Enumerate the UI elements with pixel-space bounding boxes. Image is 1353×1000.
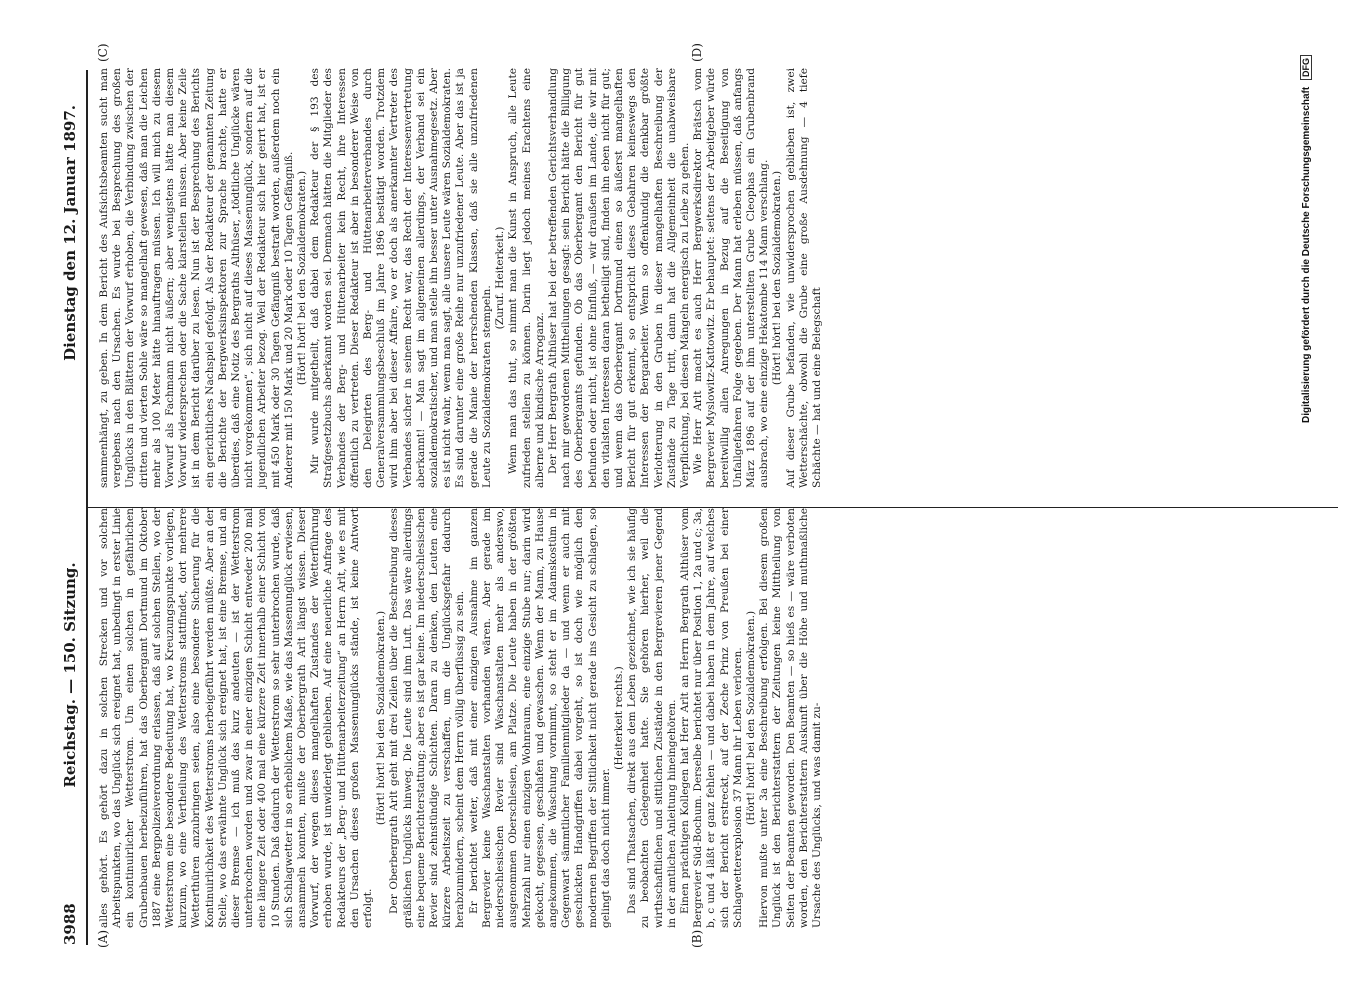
paragraph: sammenhängt, zu geben. In dem Bericht des Aufsichtsbeamten sucht man vergebens nach den Ursachen. Es wurde bei Besprechung des großen Unglücks in den Blättern der Vorwurf erhoben, die Verbindung zwischen der dritten und vierten Sohle wäre so mangelhaft gewesen, daß man die Leichen mehr als 100 Meter hätte hinauftragen müssen. Ich will mich zu diesem Vorwurf als Fachmann nicht äußern; aber wenigstens hätte man diesem Vorwurf widersprechen oder die Sache klarstellen müssen. Aber keine Zeile ist in dem Bericht darüber zu lesen. Nun ist der Besprechung des Berichts ein gerichtliches Nachspiel gefolgt. Als der Redakteur der genannten Zeitung die Berichte der Bergwerksinspektoren zur Sprache brachte, hatte er überdies, daß eine Notiz des Bergraths Althüser, „tödtliche Unglücke wären nicht vorgekommen“, sich nicht auf dieses Massenunglück, sondern auf die jugendlichen Arbeiter bezog. Weil der Redakteur sich hier geirrt hat, ist er mit 450 Mark oder 30 Tagen Gefängniß bestraft worden, außerdem noch ein Anderer mit 150 Mark und 20 Mark oder 10 Tagen Gefängniß. (98, 68, 295, 488)
paragraph: Der Herr Bergrath Althüser hat bei der betreffenden Gerichtsverhandlung nach mir gewordenen Mittheilungen gesagt: sein Bericht hätte die Billigung des Oberbergamts gefunden. Ob das Oberbergamt den Bericht für gut befunden oder nicht, ist ohne Einfluß, — wir draußen im Lande, die wir mit den vitalsten Interessen daran betheiligt sind, finden ihn eben nicht für gut; und wenn das Oberbergamt Dortmund einen so äußerst mangelhaften Bericht für gut erkennt, so entspricht dieses Gebahren keineswegs den Interessen der Bergarbeiter. Wenn so offenkundig die denkbar größte Verlotterung in den Gruben in dieser mangelhaften Beschreibung der Zustände zu Tage tritt, dann hat die Allgemeinheit die unabweisbare Verpflichtung, bei diesen Mängeln energisch zu Leibe zu gehen. (546, 68, 691, 488)
interjection: (Hört! hört! bei den Sozialdemokraten.) (375, 610, 388, 826)
paragraph: Hiervon mußte unter 3a eine Beschreibung erfolgen. Bei diesem großen Unglück ist den Berichterstattern der Zeitungen keine Mittheilung von Seiten der Beamten geworden. Den Beamten — so hieß es — wäre verboten worden, den Berichterstattern Auskunft über die Höhe und muthmaßliche Ursache des Unglücks, und was damit zu- (758, 508, 823, 928)
interjection: (Heiterkeit rechts.) (612, 666, 625, 770)
margin-marker-b: (B) (690, 929, 704, 948)
paragraph: Wie Herr Arlt macht es auch Herr Bergwerksdirektor Brätsch vom Bergrevier Myslowitz-Kattowitz. Er behauptet: seitens der Arbeitgeber würde bereitwillig allen Anregungen in Bezug auf die Beseitigung von Unfallgefahren Folge gegeben. Der Mann hat erleben müssen, daß anfangs März 1896 auf der ihm unterstellten Grube Cleophas ein Grubenbrand ausbrach, wo eine einzige Hekatombe 114 Mann verschlang. (692, 68, 771, 488)
paragraph: Wenn man das thut, so nimmt man die Kunst in Anspruch, alle Leute zufrieden stellen zu können. Darin liegt jedoch meines Erachtens eine alberne und kindische Arroganz. (507, 68, 546, 488)
digitization-credit (1300, 55, 1312, 945)
paragraph: Mir wurde mitgetheilt, daß dabei dem Redakteur der § 193 des Strafgesetzbuchs aberkannt worden sei. Demnach hätten die Mitglieder des Verbandes der Berg- und Hüttenarbeiter kein Recht, ihre Interessen öffentlich zu vertreten. Dieser Redakteur ist aber in besonderer Weise von den Delegirten des Berg- und Hüttenarbeiterverbandes durch Generalversammlungsbeschluß im Jahre 1896 bestätigt worden. Trotzdem wird ihm aber bei dieser Affaire, wo er doch als anerkannter Vertreter des Verbandes sicher in seinem Recht war, das Recht der Interessenvertretung aberkannt! — Man sagt im allgemeinen allerdings, der Verband sei ein sozialdemokratischer, und man stelle ihn besser unter Ausnahmegesetz. Aber es ist nicht wahr, wenn man sagt, alle unsere Leute wären Sozialdemokraten. Es sind darunter eine große Reihe nur unzufriedener Leute. Aber das ist ja gerade die Manie der herrschenden Klassen, daß sie alle unzufriedenen Leute zu Sozialdemokraten stempeln. (309, 68, 493, 488)
paragraph: Auf dieser Grube befanden, wie unwidersprochen geblieben ist, zwei Wetterschächte, obwohl die Grube eine große Ausdehnung — 4 tiefe Schächte — hat und eine Belegschaft (784, 68, 823, 488)
paragraph: Einen prächtigen Kollegen hat Herr Arlt an Herrn Bergrath Althüser vom Bergrevier Süd-Bochum. Derselbe berichtet nur über Position 1, 2a und c; 3a, b, c und 4 läßt er ganz fehlen — und dabei haben in dem Jahre, auf welches sich der Bericht erstreckt, auf der Zeche Prinz von Preußen bei einer Schlagwetterexplosion 37 Mann ihr Leben verloren. (678, 508, 744, 928)
right-column (98, 68, 824, 488)
margin-marker-a: (A) (96, 929, 110, 948)
session-date: Dienstag den 12. Januar 1897. (61, 105, 79, 361)
page-header (55, 65, 85, 945)
paragraph: Das sind Thatsachen, direkt aus dem Leben gezeichnet, wie ich sie häufig zu beobachten Gelegenheit hatte. Sie gehören hierher, weil die wirthschaftlichen und sittlichen Zustände in den Bergrevieren jener Gegend in der amtlichen Anleitung hineingehören. (626, 508, 678, 928)
page-number: 3988 (61, 903, 79, 945)
paragraph: alles gehört. Es gehört dazu in solchen Strecken und vor solchen Arbeitspunkten, wo das Unglück sich ereignet hat, unbedingt in erster Linie ein kontinuirlicher Wetterstrom. Um einen solchen in gefährlichen Grubenbauen herbeizuführen, hat das Oberbergamt Dortmund im Oktober 1887 eine Bergpolizeiverordnung erlassen, daß auf solchen Stellen, wo der Wetterstrom eine besondere Bedeutung hat, wo Kreuzungspunkte vorliegen, kurzum, wo eine Vertheilung des Wetterstroms stattfindet, dort mehrere Wetterthüren anzubringen seien, also eine besondere Sicherung für die Kontinuirlichkeit des Wetterstroms herbeigeführt werden müßte. Aber an der Stelle, wo das erwähnte Unglück sich ereignet hat, ist eine Bremse, und an dieser Bremse — ich muß das kurz andeuten — ist der Wetterstrom unterbrochen worden und zwar in einer einzigen Schicht entweder 200 mal eine längere Zeit oder 400 mal eine kürzere Zeit innerhalb einer Schicht von 10 Stunden. Daß dadurch der Wetterstrom so sehr unterbrochen wurde, daß sich Schlagwetter in so erheblichem Maße, wie das Massenunglück erwiesen, ansammeln konnten, mußte der Oberbergrath Arlt längst wissen. Dieser Vorwurf, der wegen dieses mangelhaften Zustandes der Wetterführung erhoben wurde, ist unwiderlegt geblieben. Auf eine neuerliche Anfrage des Redakteurs der „Berg- und Hüttenarbeiterzeitung“ an Herrn Arlt, wie es mit den Ursachen dieses großen Massenunglücks stände, ist keine Antwort erfolgt. (98, 508, 375, 928)
paragraph: Der Oberbergrath Arlt geht mit drei Zeilen über die Beschreibung dieses gräßlichen Unglücks hinweg. Die Leute sind ihm Luft. Das wäre allerdings eine bequeme Berichterstattung; aber es ist gar keine. Im niederschlesischen Revier sind zehnstündige Schichten. Daran zu denken, den Leuten eine kürzere Arbeitszeit zu verschaffen, um die Unglücksgefahr dadurch herabzumindern, scheint dem Herrn völlig überflüssig zu sein. (388, 508, 467, 928)
dfg-logo: DFG (1300, 55, 1312, 80)
interjection: (Hört! hört! bei den Sozialdemokraten.) (744, 610, 757, 826)
paragraph: Er berichtet weiter, daß mit einer einzigen Ausnahme im ganzen Bergrevier keine Waschanstalten vorhanden wären. Aber gerade im niederschlesischen Revier sind Waschanstalten mehr als anderswo, ausgenommen Oberschlesien, am Platze. Die Leute haben in der größten Mehrzahl nur einen einzigen Wohnraum, eine einzige Stube nur; darin wird gekocht, gegessen, geschlafen und gewaschen. Wenn der Mann, zu Hause angekommen, die Waschung vornimmt, so steht er im Adamskostüm in Gegenwart sämmtlicher Familienmitglieder da — und wenn er auch mit geschickten Handgriffen dabei vorgeht, so ist doch wie möglich den modernen Begriffen der Sittlichkeit nicht gerade ins Gesicht zu schlagen, so gelingt das doch nicht immer. (467, 508, 612, 928)
margin-marker-c: (C) (96, 43, 110, 62)
interjection: (Hört! hört! bei den Sozialdemokraten.) (296, 170, 309, 386)
left-column (98, 508, 824, 928)
page-title: Reichstag. — 150. Sitzung. (61, 562, 79, 788)
interjection: (Hört! hört! bei den Sozialdemokraten.) (771, 170, 784, 386)
credit-text: Digitalisierung gefördert durch die Deutsche Forschungsgemeinschaft (1301, 86, 1312, 423)
margin-marker-d: (D) (690, 43, 704, 62)
interjection: (Zuruf. Heiterkeit.) (494, 226, 507, 330)
